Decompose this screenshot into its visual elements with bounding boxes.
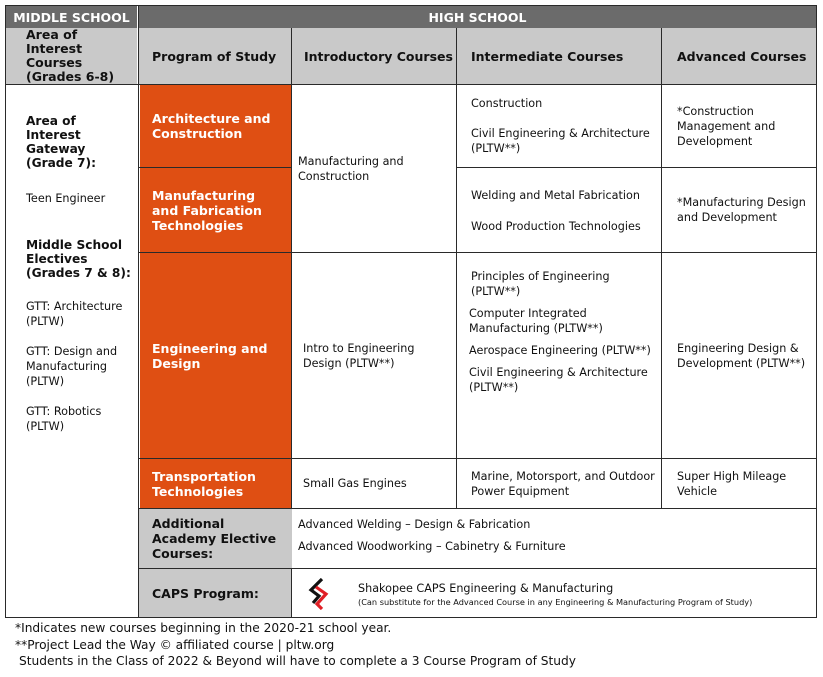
course-item: Computer Integrated Manufacturing (PLTW**) — [469, 307, 603, 335]
footnote-pltw: **Project Lead the Way © affiliated course | pltw.org — [15, 637, 335, 652]
advanced-architecture — [677, 85, 812, 167]
advanced-manufacturing — [677, 168, 812, 252]
course-item: *Manufacturing Design and Development — [677, 196, 806, 224]
additional-courses — [298, 517, 808, 554]
caps-details — [358, 582, 813, 608]
intermediate-label: Intermediate Courses — [471, 48, 624, 64]
intro-course-label: Intro to Engineering Design (PLTW**) — [303, 341, 415, 370]
course-item: Welding and Metal Fabrication — [471, 189, 640, 202]
footnotes — [15, 620, 815, 670]
area-of-interest-label: Area of Interest Courses (Grades 6-8) — [26, 27, 115, 84]
advanced-label: Advanced Courses — [677, 48, 807, 64]
course-item: Principles of Engineering (PLTW**) — [471, 270, 610, 298]
course-item: *Construction Management and Development — [677, 104, 776, 148]
program-name: Architecture and Construction — [152, 111, 271, 141]
additional-label-text: Additional Academy Elective Courses: — [152, 516, 277, 561]
elective-item: GTT: Architecture (PLTW) — [26, 300, 123, 328]
gateway-heading: Area of Interest Gateway (Grade 7): — [26, 114, 96, 170]
program-of-study-label: Program of Study — [152, 48, 277, 64]
middle-school-column — [26, 114, 134, 434]
caps-label-text: CAPS Program: — [152, 585, 259, 601]
middle-school-header-label: MIDDLE SCHOOL — [13, 9, 130, 25]
intermediate-header — [457, 28, 662, 84]
program-of-study-header — [139, 28, 292, 84]
course-item: Civil Engineering & Architecture (PLTW**) — [471, 127, 650, 155]
caps-logo-icon — [308, 578, 330, 610]
program-transportation-technologies — [140, 459, 291, 508]
intermediate-architecture — [471, 96, 656, 156]
caps-program-label — [139, 569, 292, 617]
advanced-engineering — [677, 253, 812, 458]
course-item: Marine, Motorsport, and Outdoor Power Equipment — [471, 469, 655, 498]
elective-item: GTT: Design and Manufacturing (PLTW) — [26, 345, 118, 388]
course-item: Aerospace Engineering (PLTW**) — [469, 344, 651, 357]
course-item: Construction — [471, 97, 543, 110]
area-of-interest-header — [6, 28, 137, 84]
electives-heading: Middle School Electives (Grades 7 & 8): — [26, 238, 131, 280]
program-engineering-design — [140, 253, 291, 458]
elective-item: GTT: Robotics (PLTW) — [26, 405, 102, 433]
course-item: Advanced Woodworking – Cabinetry & Furniture — [298, 540, 566, 553]
introductory-label: Introductory Courses — [304, 48, 453, 64]
intro-course-label: Small Gas Engines — [303, 477, 407, 490]
intermediate-transportation — [471, 459, 656, 508]
intro-shared-course — [298, 85, 454, 252]
advanced-transportation — [677, 459, 812, 508]
course-item: Wood Production Technologies — [471, 220, 641, 233]
program-architecture-construction — [140, 85, 291, 167]
introductory-header — [292, 28, 457, 84]
footnote-class-of-2022: Students in the Class of 2022 & Beyond will have to complete a 3 Course Program of Study — [19, 654, 576, 668]
gateway-course: Teen Engineer — [26, 192, 106, 205]
course-item: Advanced Welding – Design & Fabrication — [298, 518, 531, 531]
caps-note: (Can substitute for the Advanced Course in any Engineering & Manufacturing Program of Study) — [358, 597, 753, 607]
advanced-header — [662, 28, 816, 84]
course-item: Super High Mileage Vehicle — [677, 469, 787, 498]
intermediate-engineering — [469, 269, 657, 395]
intro-shared-label: Manufacturing and Construction — [298, 154, 404, 183]
middle-school-header — [6, 6, 137, 28]
caps-title: Shakopee CAPS Engineering & Manufacturing — [358, 582, 614, 595]
additional-academy-label — [139, 509, 292, 568]
course-item: Engineering Design & Development (PLTW**) — [677, 341, 806, 370]
course-item: Civil Engineering & Architecture (PLTW**) — [469, 366, 648, 394]
high-school-header-label: HIGH SCHOOL — [428, 9, 527, 25]
program-name: Manufacturing and Fabrication Technologies — [152, 187, 262, 233]
intro-engineering-design — [303, 253, 453, 458]
intro-small-gas-engines — [303, 459, 453, 508]
footnote-new-courses: *Indicates new courses beginning in the 2020-21 school year. — [15, 621, 392, 635]
intermediate-manufacturing — [471, 188, 656, 234]
program-name: Engineering and Design — [152, 340, 268, 371]
high-school-header — [139, 6, 816, 28]
program-manufacturing-fabrication — [140, 168, 291, 252]
program-name: Transportation Technologies — [152, 468, 256, 499]
